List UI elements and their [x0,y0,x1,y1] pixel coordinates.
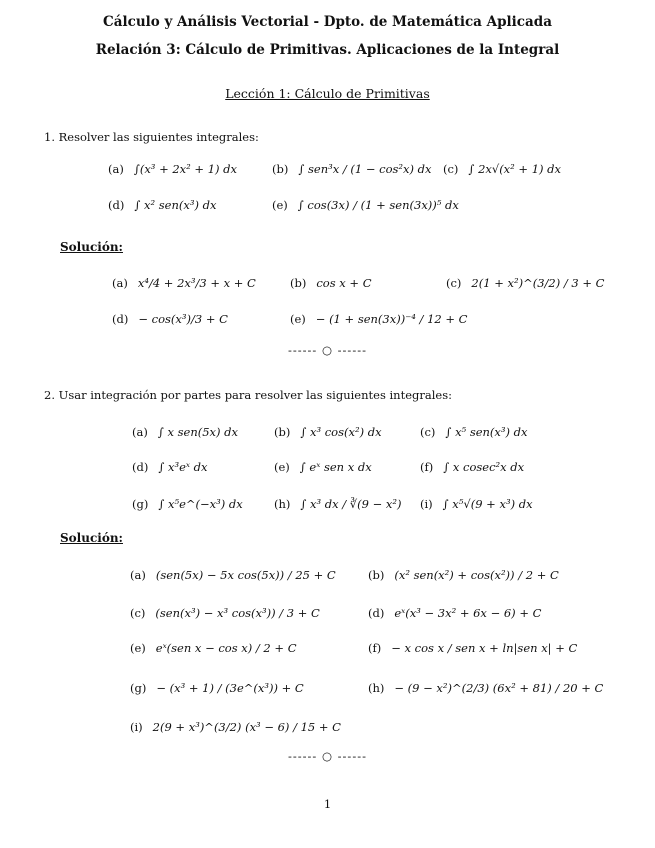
item-label: (i) [130,720,143,734]
p1-solution-a [112,276,256,290]
integral-expr: ∫ cos(3x) / (1 + sen(3x))⁵ dx [297,198,459,212]
section-separator: ------ ○ ------ [288,749,367,763]
item-label: (d) [368,606,385,620]
problem-2-statement: 2. Usar integración por partes para resolver las siguientes integrales: [44,388,452,402]
integral-expr: ∫ x⁵e^(−x³) dx [158,497,243,511]
p2-solution-i [130,720,341,734]
p2-item-f [420,460,524,474]
p2-item-g [132,497,243,511]
item-label: (h) [274,497,291,511]
item-label: (e) [274,460,290,474]
p1-solution-e [290,312,467,326]
item-label: (b) [368,568,385,582]
problem-1-statement: 1. Resolver las siguientes integrales: [44,130,259,144]
integral-expr: ∫ x³ cos(x²) dx [300,425,382,439]
item-label: (f) [368,641,382,655]
p1-item-a [108,162,237,176]
integral-expr: ∫(x³ + 2x² + 1) dx [133,162,238,176]
item-label: (c) [420,425,436,439]
integral-expr: ∫ 2x√(x² + 1) dx [468,162,562,176]
item-label: (b) [290,276,307,290]
p2-solution-e [130,641,297,655]
item-label: (h) [368,681,385,695]
integral-expr: ∫ x³ dx / ∛(9 − x²) [300,497,402,511]
p2-solution-c [130,606,320,620]
solution-expr: − cos(x³)/3 + C [138,312,228,326]
p1-item-e [272,198,459,212]
solution-expr: x⁴/4 + 2x³/3 + x + C [137,276,256,290]
item-label: (e) [130,641,146,655]
solution-expr: 2(1 + x²)^(3/2) / 3 + C [471,276,605,290]
item-label: (d) [108,198,125,212]
solution-heading: Solución: [60,531,123,545]
p2-solution-d [368,606,541,620]
item-label: (c) [446,276,462,290]
item-label: (i) [420,497,433,511]
p2-item-c [420,425,528,439]
integral-expr: ∫ x² sen(x³) dx [134,198,217,212]
p2-item-e [274,460,372,474]
p2-item-b [274,425,382,439]
item-label: (g) [132,497,149,511]
item-label: (a) [132,425,148,439]
integral-expr: ∫ eˣ sen x dx [299,460,372,474]
item-label: (c) [443,162,459,176]
solution-expr: 2(9 + x³)^(3/2) (x³ − 6) / 15 + C [152,720,341,734]
p1-item-b [272,162,432,176]
solution-expr: (sen(5x) − 5x cos(5x)) / 25 + C [155,568,336,582]
p2-solution-f [368,641,577,655]
integral-expr: ∫ x⁵ sen(x³) dx [445,425,528,439]
solution-expr: eˣ(sen x − cos x) / 2 + C [155,641,297,655]
p2-item-i [420,497,533,511]
solution-expr: cos x + C [316,276,372,290]
p2-item-h [274,497,401,511]
item-label: (f) [420,460,434,474]
integral-expr: ∫ x³eˣ dx [158,460,208,474]
integral-expr: ∫ x sen(5x) dx [157,425,239,439]
item-label: (b) [274,425,291,439]
p2-solution-b [368,568,559,582]
integral-expr: ∫ x⁵√(9 + x³) dx [442,497,533,511]
solution-expr: − (9 − x²)^(2/3) (6x² + 81) / 20 + C [394,681,604,695]
solution-expr: − x cos x / sen x + ln|sen x| + C [391,641,578,655]
solution-expr: (x² sen(x²) + cos(x²)) / 2 + C [394,568,559,582]
lesson-title: Lección 1: Cálculo de Primitivas [225,86,430,101]
item-label: (b) [272,162,289,176]
solution-expr: eˣ(x³ − 3x² + 6x − 6) + C [394,606,542,620]
page-number: 1 [323,797,332,811]
p2-item-a [132,425,238,439]
document-subtitle: Relación 3: Cálculo de Primitivas. Aplicaciones de la Integral [95,42,560,58]
p2-solution-h [368,681,603,695]
item-label: (a) [108,162,124,176]
section-separator: ------ ○ ------ [288,343,367,357]
item-label: (d) [132,460,149,474]
item-label: (a) [112,276,128,290]
item-label: (a) [130,568,146,582]
integral-expr: ∫ x cosec²x dx [443,460,525,474]
p2-solution-g [130,681,304,695]
item-label: (e) [272,198,288,212]
item-label: (e) [290,312,306,326]
item-label: (d) [112,312,129,326]
solution-expr: − (x³ + 1) / (3e^(x³)) + C [156,681,304,695]
document-title: Cálculo y Análisis Vectorial - Dpto. de Matemática Aplicada [103,14,552,30]
p1-item-d [108,198,216,212]
solution-heading: Solución: [60,240,123,254]
p1-solution-c [446,276,604,290]
p2-item-d [132,460,207,474]
p1-solution-b [290,276,372,290]
p1-item-c [443,162,561,176]
integral-expr: ∫ sen³x / (1 − cos²x) dx [298,162,432,176]
item-label: (c) [130,606,146,620]
solution-expr: − (1 + sen(3x))⁻⁴ / 12 + C [315,312,468,326]
p2-solution-a [130,568,336,582]
item-label: (g) [130,681,147,695]
solution-expr: (sen(x³) − x³ cos(x³)) / 3 + C [155,606,320,620]
p1-solution-d [112,312,228,326]
